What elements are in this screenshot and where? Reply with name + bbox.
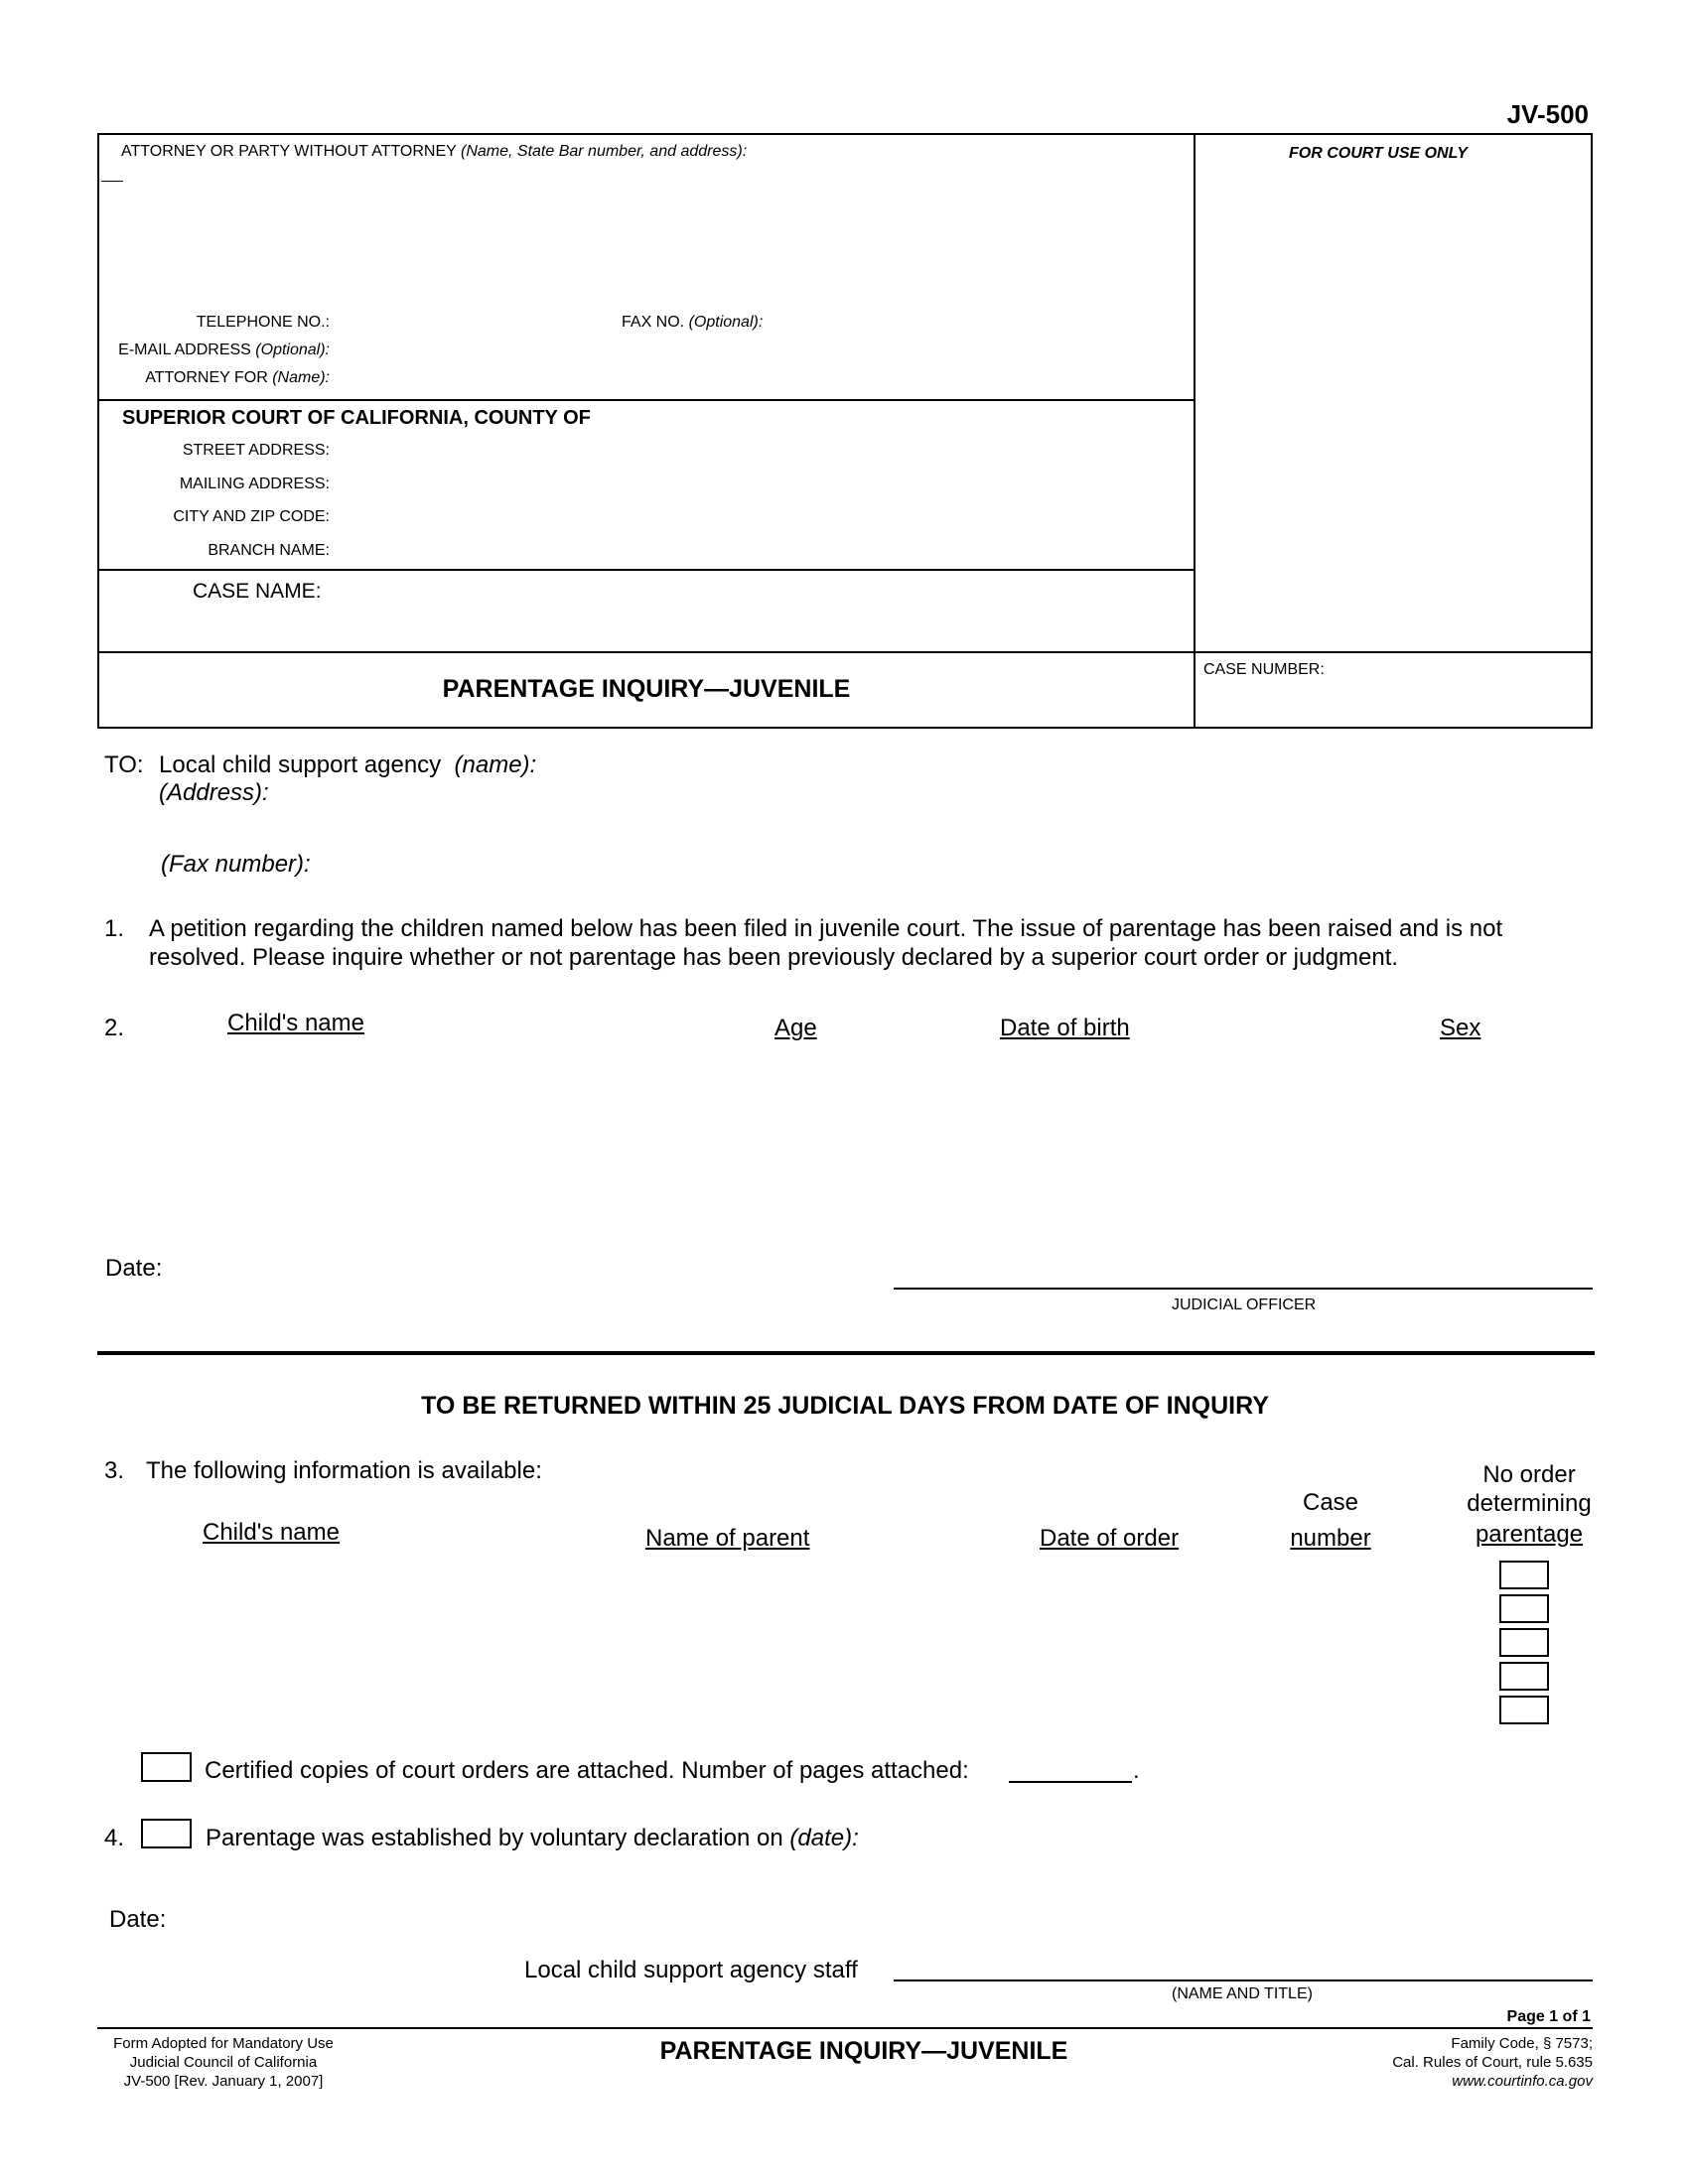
item4-number: 4. [104, 1825, 125, 1851]
col3-case-number-label: number [1290, 1525, 1371, 1552]
col3-case-label: Case [1302, 1489, 1359, 1516]
col-date-of-birth: Date of birth [1000, 1015, 1130, 1041]
street-address-label: STREET ADDRESS: [182, 442, 330, 459]
col3-childs-name: Child's name [203, 1519, 340, 1546]
no-order-checkbox-3[interactable] [1499, 1628, 1549, 1657]
certified-copies-period: . [1133, 1757, 1140, 1784]
date-label-1: Date: [105, 1255, 163, 1282]
staff-label: Local child support agency staff [524, 1957, 858, 1983]
email-label: E-MAIL ADDRESS (Optional): [118, 341, 330, 358]
no-order-checkbox-2[interactable] [1499, 1594, 1549, 1623]
name-and-title-label: (NAME AND TITLE) [1172, 1985, 1313, 2002]
to-label: TO: [104, 751, 144, 778]
item1-line1: A petition regarding the children named below has been filed in juvenile court. The issue of parentage has been raised and is not [149, 915, 1503, 942]
pages-attached-field[interactable] [1009, 1781, 1132, 1783]
no-order-checkbox-4[interactable] [1499, 1662, 1549, 1691]
form-title: PARENTAGE INQUIRY—JUVENILE [442, 675, 851, 703]
voluntary-declaration-checkbox[interactable] [141, 1819, 192, 1848]
col3-name-of-parent: Name of parent [645, 1525, 810, 1552]
col3-no-order-1: No order [1482, 1461, 1576, 1488]
staff-signature-line [894, 1979, 1593, 1981]
courtinfo-link[interactable]: www.courtinfo.ca.gov [1452, 2073, 1593, 2090]
date-label-2: Date: [109, 1906, 167, 1933]
item3-number: 3. [104, 1457, 125, 1484]
footer-adoption-info: Form Adopted for Mandatory Use Judicial Council of California JV-500 [Rev. January 1, 2007] [113, 2035, 334, 2090]
return-heading: TO BE RETURNED WITHIN 25 JUDICIAL DAYS FROM DATE OF INQUIRY [421, 1392, 1269, 1420]
judicial-officer-label: JUDICIAL OFFICER [1172, 1297, 1317, 1313]
item3-intro: The following information is available: [146, 1457, 542, 1484]
judicial-officer-signature-line [894, 1288, 1593, 1290]
item1-number: 1. [104, 915, 125, 942]
item4-text: Parentage was established by voluntary declaration on (date): [206, 1825, 859, 1851]
attorney-for-label: ATTORNEY FOR (Name): [145, 369, 330, 386]
col3-no-order-2: determining [1467, 1490, 1592, 1517]
case-name-label: CASE NAME: [193, 580, 322, 603]
col-age: Age [774, 1015, 817, 1041]
court-use-only-label: FOR COURT USE ONLY [1289, 145, 1468, 162]
certified-copies-text: Certified copies of court orders are attached. Number of pages attached: [205, 1757, 969, 1784]
city-zip-label: CITY AND ZIP CODE: [173, 508, 330, 525]
col3-no-order-3: parentage [1475, 1521, 1584, 1548]
form-number: JV-500 [1506, 99, 1589, 129]
footer-title: PARENTAGE INQUIRY—JUVENILE [659, 2037, 1068, 2065]
no-order-checkbox-1[interactable] [1499, 1561, 1549, 1589]
case-number-label: CASE NUMBER: [1203, 661, 1325, 678]
item1-line2: resolved. Please inquire whether or not parentage has been previously declared by a superior court order or judgment. [149, 944, 1399, 971]
court-title: SUPERIOR COURT OF CALIFORNIA, COUNTY OF [122, 407, 591, 429]
agency-fax-label: (Fax number): [161, 851, 311, 878]
no-order-checkbox-5[interactable] [1499, 1696, 1549, 1724]
agency-name-line: Local child support agency (name): [159, 751, 537, 778]
page-indicator: Page 1 of 1 [1506, 2008, 1591, 2025]
fax-label: FAX NO. (Optional): [622, 314, 764, 331]
attorney-label: ATTORNEY OR PARTY WITHOUT ATTORNEY (Name, State Bar number, and address): [121, 143, 748, 160]
section-divider [97, 1351, 1595, 1355]
certified-copies-checkbox[interactable] [141, 1752, 192, 1782]
col-childs-name: Child's name [227, 1010, 364, 1036]
col-sex: Sex [1440, 1015, 1481, 1041]
footer-citations: Family Code, § 7573; Cal. Rules of Court, rule 5.635 www.courtinfo.ca.gov [1291, 2034, 1593, 2091]
mailing-address-label: MAILING ADDRESS: [179, 476, 330, 492]
footer-rule [97, 2027, 1593, 2029]
telephone-label: TELEPHONE NO.: [196, 314, 330, 331]
agency-address-label: (Address): [159, 779, 269, 806]
col3-date-of-order: Date of order [1040, 1525, 1180, 1552]
branch-name-label: BRANCH NAME: [208, 542, 330, 559]
item2-number: 2. [104, 1015, 125, 1041]
